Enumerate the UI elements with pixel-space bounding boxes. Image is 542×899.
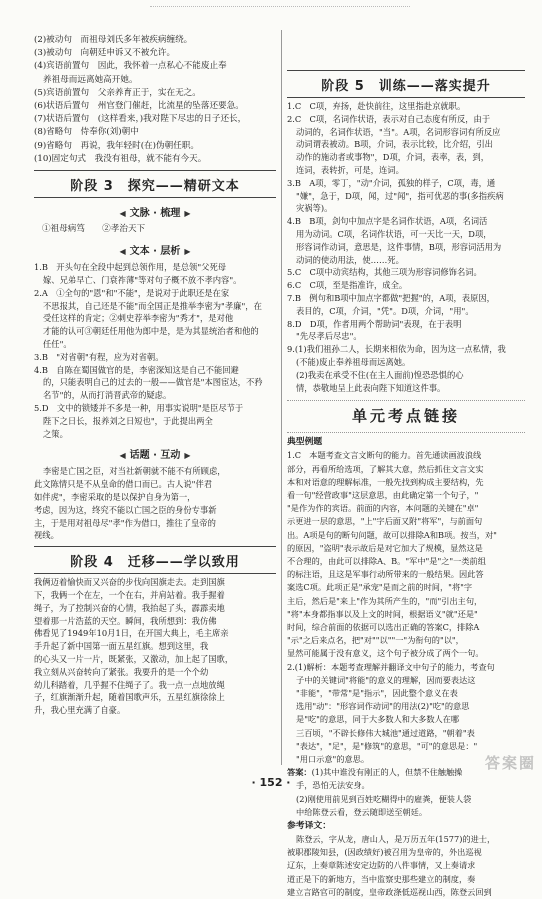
text-line: 养祖母而远离她高开她。 [43, 74, 138, 85]
answer-block [287, 766, 525, 819]
column-divider [281, 30, 282, 765]
text-line: 情，恭敬地呈上此表向陛下知道这件事。 [296, 382, 446, 393]
text-line: 道正是下的新地方，当中监察史那些建立的制度，奏 [287, 873, 476, 884]
text-line: 出。A项是句的断句问题，故可以排除A和B项。按当，对" [287, 529, 497, 540]
text-line: 灾祸等)。 [296, 203, 333, 214]
top-edge-rule [150, 6, 410, 15]
text-line: 我立刻从兴奋转向了紧张。我要升的是一个个幼 [34, 666, 209, 677]
text-line: 3.B "对省朝"有程，应为对省朝。 [34, 351, 164, 362]
stage5-heading: 阶段 5 训练——落实提升 [287, 70, 525, 98]
sub-heading-text: 文本 · 层析 [129, 246, 181, 258]
stage3-heading: 阶段 3 探究——精研文本 [34, 170, 276, 198]
text-line: 主，于是用对祖母尽"孝"作为借口，推往了皇帝的 [34, 517, 216, 528]
text-line: 看一句"经营政事"这层意思，由此确定第一个句子，" [287, 489, 479, 500]
section-divider [287, 432, 525, 433]
text-line: 3.B A项，零丁，"动"介词，孤独的样子，C项，毒，通 [287, 177, 496, 188]
text-line: (6)状语后置句 州官登门催赶，比流星的坠落还要急。 [34, 101, 244, 112]
text-line: 8.D D项，作者用两个帮助词"表现，在于表明 [287, 318, 462, 329]
typical-example-label: 典型例题 [287, 437, 323, 448]
text-line: (4)宾语前置句 因此，我怀着一点私心不能废止奉 [34, 61, 227, 72]
text-line: 绳子，为了控制兴奋的心情，我抬起了头，霹霹卖地 [34, 602, 225, 613]
text-line: 1.B 开头句在全段中起到总领作用，是总领"父死母 [34, 262, 227, 273]
text-line: 手升起了新中国第一面五星红旗。想到这里，我 [34, 641, 209, 652]
text-line: 案选C项。此项正是"承宠"是而之前的时间，"将"字 [287, 582, 473, 593]
text-line: 动词谓表被动。B项，介词，表示比较，比介绍，引出 [296, 139, 493, 150]
text-line: 的原因，"盗明"表示故后是对它加大了规模，显然这是 [287, 542, 483, 553]
exercise-answers [287, 100, 525, 394]
text-line: 1.C 本题考查文言文断句的能力。首先通读画波浪线 [287, 450, 482, 461]
text-line: "先尽孝后尽忠"。 [296, 331, 362, 342]
text-line: 1.C C项，弃扬，赴快前往，这里指赴京就职。 [287, 101, 466, 111]
text-line: 受任这样的肯定；②刺史荐举李密为"秀才"，是对他 [43, 313, 234, 324]
text-line: 幼儿科踏着，几乎握不住绳子了。我一点一点地放绳 [34, 679, 225, 690]
text-line: 任任"。 [43, 339, 72, 350]
text-line: 被职郡陵知县，(因政绩好)被召用为皇帝的，外出巡视 [287, 847, 482, 858]
text-line: 4.B 自陈在蜀国做官的是，李密深知这是自己不能回避 [34, 364, 239, 375]
text-line: 示更进一层的意思，"上"字后面又附"将军"，与前面句 [287, 516, 483, 527]
answer-lines [34, 261, 276, 440]
text-line: 子中的关键词"将能"的意义的理解，因而要表达这 [296, 674, 476, 685]
stage4-heading: 阶段 4 迁移——学以致用 [34, 546, 276, 574]
sub-heading: ◀ 文脉 · 梳理 ▶ [119, 208, 191, 220]
text-line: 动作的施动者或事物"，D项，介词，表率，表，到， [296, 152, 490, 163]
text-line: 9.(1)我们祖孙二人，长期来相依为命，因为这一点私情，我 [287, 344, 506, 355]
left-column [34, 34, 276, 717]
text-line: 此文陈情只是不从皇命的借口而已。古人说"伴君 [34, 479, 213, 490]
text-line: (2)被动句 而祖母刘氏多年被疾病缠绕。 [34, 35, 193, 45]
sub-heading: ◀ 文本 · 层析 ▶ [119, 246, 191, 258]
reference-translation-label: 参考译文： [287, 821, 331, 832]
text-line: 6.C C项，至是指准许，成全。 [287, 280, 408, 291]
text-line: 主后，然后是"来上"作为其所产生的，"而"引出主句， [287, 595, 483, 606]
example-2 [287, 661, 525, 767]
text-line: (不能)废止奉养祖母而远离她。 [296, 356, 411, 367]
text-line: 不思报其，自己还是不能"而全国正是推举李密为"孝廉"，在 [43, 300, 262, 311]
reference-translation [287, 833, 525, 899]
text-line: (2)刚使用前见到百姓吃糊得中的雇粪，便装人袋 [296, 793, 472, 804]
sub-heading-text: 话题 · 互动 [129, 450, 181, 462]
text-line: 嫁、兄弟早亡、门衰祚薄"等对句子概不放不孝内容"。 [43, 275, 242, 286]
sub-heading-text: 文脉 · 梳理 [129, 208, 181, 220]
text-line: 的心头又一片一片，既紧张，又激动，加上起了国歌， [34, 653, 234, 664]
text-line: "表达"，"足"，是"修筑"的意思，"可"的意思是：" [296, 740, 478, 751]
discussion-lines [34, 465, 276, 542]
text-line: 连词，表转折，可是，连词。 [296, 164, 404, 175]
text-line: 的，只能表明自己的过去的一般——做官是"本图宦达，不矜 [43, 377, 263, 388]
text-line: 手，恐怕无法安身。 [296, 780, 370, 791]
text-line: "非能"，"带常"是"指示"，因此整个意义在表 [296, 687, 458, 698]
text-line: 是"吃"的意思，同于大多数人和大多数人在哪 [296, 714, 460, 725]
text-line: 动词的，名词作状语，"当"。A项，名词形容词有所反应 [296, 126, 501, 137]
text-line: 下，我俩一个在左，一个在右，并肩站着。我手握着 [34, 589, 225, 600]
text-line: 辽东，上奏章陈述安定边防的八件事情，又上奏请求 [287, 860, 476, 871]
text-line: 显然可能属于没有意义，这个句子被分成了两个一句。 [287, 648, 484, 659]
text-line: 7.B 例句和B项中加点字都做"把握"的，A项，表原因， [287, 292, 495, 303]
sub-heading: ◀ 话题 · 互动 ▶ [119, 450, 191, 462]
text-line: 陛下之日长，报养刘之日短也"，于此提出两全 [43, 415, 213, 426]
text-line: 名节"的，从而打消晋武帝的疑虑。 [43, 390, 172, 401]
watermark-logo: 答案圈 [484, 754, 536, 772]
text-line: 本和对语意的理解标准，一般先找到构成主要结构，先 [287, 476, 484, 487]
text-line: 的标注语，且这是军事行动所带来的一般结果。因此答 [287, 569, 484, 580]
section-divider [287, 400, 525, 401]
text-line: (9)省略句 再说，我年轻时(在)伪朝任职。 [34, 140, 199, 151]
text-line: 5.C C项中动宾结构，其他三项为形容词修饰名词。 [287, 267, 482, 278]
text-line: 才能的认可③朝廷任用他为郎中是，是为其显统治者和他的 [43, 326, 259, 337]
text-line: ①祖母病笃 ②孝治天下 [42, 224, 146, 235]
text-line: 中给陈登云看，登云随即送至朝廷。 [296, 806, 428, 817]
text-line: 望着那一片浩蓝的天空。瞬间，我所想到：我仿佛 [34, 615, 217, 626]
text-line: 4.B B项，剑句中加点字是名词作状语，A项，名词活 [287, 216, 488, 227]
text-line: 表目的，C项，介词，"凭"。D项，介词，"用"。 [296, 305, 474, 316]
text-line: (2)我卖在承受不住(在主人面前)惶恐恐惧的心 [296, 369, 464, 380]
text-line: 用为动词。C项，名词作状语，可一天比一天，D项， [296, 228, 492, 239]
text-line: 子，红旗渐渐升起，随着国歌声乐，五星红旗徐徐上 [34, 692, 225, 703]
text-line: 之策。 [43, 428, 68, 439]
text-line: (7)状语后置句 (这样看来，)我对陛下尽忠的日子还长， [34, 114, 247, 125]
text-line: 李密是亡国之臣，对当社新朝就不能不有所顾虑， [43, 466, 226, 477]
essay-lines [34, 576, 276, 717]
text-line: (3)被动句 向朝廷申诉又不被允许。 [34, 48, 176, 59]
text-line: 形容词作动词，意思是，这件事情，B项，形容词活用为 [296, 241, 502, 252]
text-line: (1)其中谁没有刚正的人，但禁不住触触操 [311, 767, 463, 778]
text-line: (8)省略句 侍奉你(刘)朝中 [34, 127, 139, 138]
text-line: (5)宾语前置句 父亲养育正于，实在无之。 [34, 87, 201, 98]
text-line: (10)固定句式 我没有祖母，就不能有今天。 [34, 153, 207, 164]
text-line: "将"本身都指事以及上文的时间，根据语义"就"还是" [287, 608, 478, 619]
text-line: 不合理的，由此可以排除A、B。"军中"是"之"一类前组 [287, 555, 486, 566]
text-line: 考虑，因为这，终究不能以亡国之臣的身份专事新 [34, 504, 217, 515]
text-line: 2.(1)解析：本题考查理解并翻译文中句子的能力，考查句 [287, 661, 495, 672]
text-line: 选用"动"："形容词作动词"的用法(2)"吃"的意思 [296, 701, 470, 712]
text-line: 三百顷，"不辟长修伟大城池"通过道路，"朝着"表 [296, 727, 475, 738]
text-line: "是作为作的宾语。前面的内容，本问题的关键在"卓" [287, 503, 479, 514]
unit-heading: 单元考点链接 [351, 407, 460, 426]
text-line: 佛看见了1949年10月1日，在开国大典上，毛主席亲 [34, 628, 229, 639]
text-line: "嫌"，急于，D项，闻，过"闻"，指可优恶的事(多指疾病 [296, 190, 504, 201]
text-line: 我俩迈着愉快而又兴奋的步伐向国旗走去。走到国旗 [34, 577, 225, 588]
text-line: "用口示意"的意思。 [296, 754, 370, 764]
text-line: 5.D 文中的锁矮并不多是一种，用事实说明"是臣尽节于 [34, 403, 244, 413]
text-line: 2.C C项，名词作状语，表示对自己态度有所反，由于 [287, 113, 491, 124]
text-line: 时间，综合前面的依据可以选出正确的答案C，排除A [287, 621, 480, 632]
text-line: 升，我心里充满了自豪。 [34, 705, 126, 716]
text-line: "示"之后来点名，把"对""以""一"为衔句的"以"， [287, 635, 464, 646]
text-line: 建立言路官可的制度，皇帝政涤低巡视山西，陈登云回到 [287, 886, 492, 897]
text-line: 动词的使动用法，使……死。 [296, 254, 404, 265]
text-line: 部分，再看所给选项，了解其大意，然后抓住文言文实 [287, 463, 484, 474]
text-line: 陈登云，字从龙，唐山人，是万历五年(1577)的进士， [296, 834, 496, 845]
example-1 [287, 449, 525, 660]
intro-lines [34, 34, 276, 166]
text-line: 视线。 [34, 530, 59, 541]
page-number: · 152 · [251, 776, 291, 789]
text-line: 2.A ①全句的"恩"和"不能"，是说对于此职还是在家 [34, 287, 230, 298]
answer-label: 答案： [287, 767, 312, 778]
text-line: 如伴虎"，李密采取的是以保护自身为第一， [34, 491, 196, 502]
